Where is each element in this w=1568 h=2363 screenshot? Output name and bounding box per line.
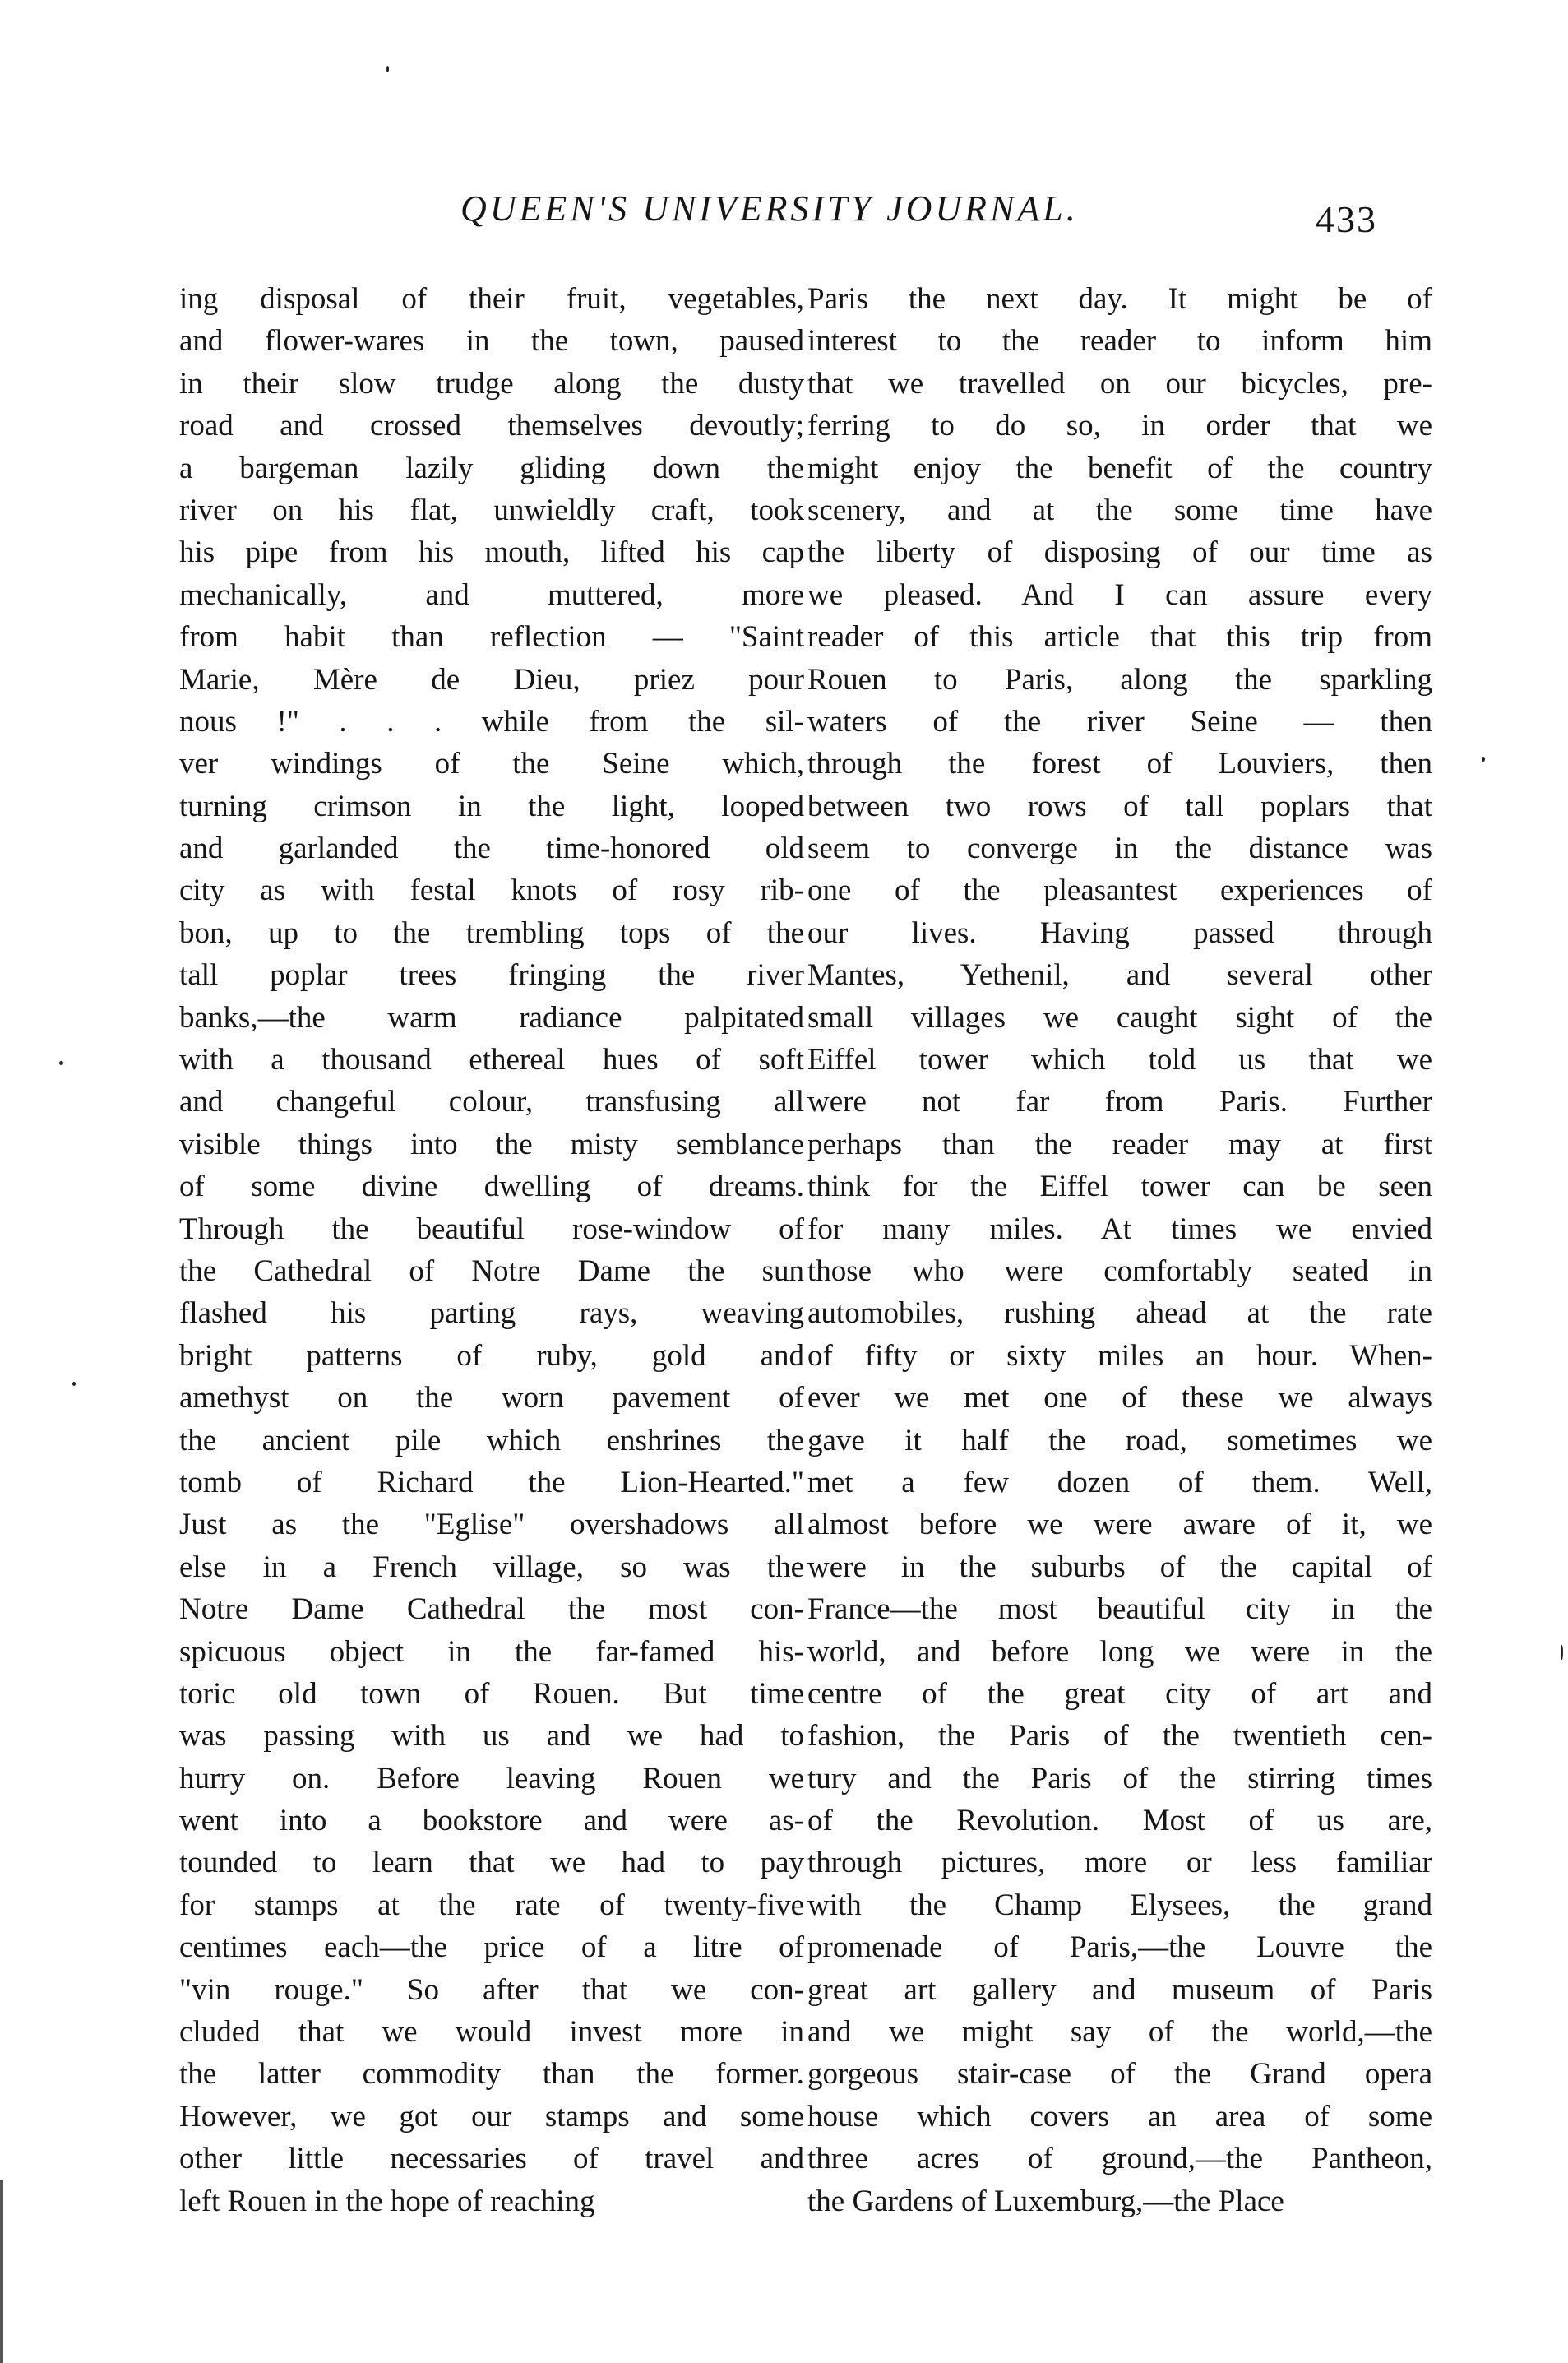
text-line: promenade of Paris,—the Louvre the: [807, 1930, 1432, 1965]
text-line: of the Revolution. Most of us are,: [807, 1804, 1432, 1838]
text-line: mechanically, and muttered, more: [179, 577, 804, 612]
text-line: was passing with us and we had to: [179, 1719, 804, 1754]
text-line: Marie, Mère de Dieu, priez pour: [179, 662, 804, 697]
text-line: spicuous object in the far-famed his-: [179, 1634, 804, 1669]
text-line: Through the beautiful rose-window of: [179, 1212, 804, 1246]
text-line: scenery, and at the some time have: [807, 493, 1432, 527]
text-line: centre of the great city of art and: [807, 1676, 1432, 1711]
scan-speck: [1561, 1645, 1563, 1660]
scan-speck: [386, 66, 389, 72]
text-line: waters of the river Seine — then: [807, 704, 1432, 739]
text-line: flashed his parting rays, weaving: [179, 1296, 804, 1331]
text-line: might enjoy the benefit of the country: [807, 451, 1432, 485]
text-line: Eiffel tower which told us that we: [807, 1043, 1432, 1077]
text-line: with a thousand ethereal hues of soft: [179, 1043, 804, 1077]
left-text-column: [179, 278, 804, 2222]
text-line: gorgeous stair-case of the Grand opera: [807, 2057, 1432, 2092]
text-line: of fifty or sixty miles an hour. When-: [807, 1338, 1432, 1373]
text-line: Notre Dame Cathedral the most con-: [179, 1592, 804, 1627]
running-title: QUEEN'S UNIVERSITY JOURNAL.: [460, 188, 1079, 229]
text-line: and flower-wares in the town, paused: [179, 324, 804, 359]
text-line: and changeful colour, transfusing all: [179, 1085, 804, 1119]
text-line: "vin rouge." So after that we con-: [179, 1972, 804, 2007]
text-line: through pictures, more or less familiar: [807, 1846, 1432, 1880]
text-line: tall poplar trees fringing the river: [179, 958, 804, 993]
text-line: cluded that we would invest more in: [179, 2015, 804, 2050]
text-line: bon, up to the trembling tops of the: [179, 915, 804, 950]
text-line: great art gallery and museum of Paris: [807, 1972, 1432, 2007]
text-line: road and crossed themselves devoutly;: [179, 409, 804, 443]
text-line: and garlanded the time-honored old: [179, 832, 804, 866]
text-line: bright patterns of ruby, gold and: [179, 1338, 804, 1373]
text-line: amethyst on the worn pavement of: [179, 1381, 804, 1415]
text-line: small villages we caught sight of the: [807, 1000, 1432, 1035]
scan-edge-mark: [0, 2180, 3, 2363]
right-text-column: [807, 278, 1432, 2222]
text-line: for stamps at the rate of twenty-five: [179, 1888, 804, 1922]
scan-speck: [59, 1061, 63, 1065]
text-line: three acres of ground,—the Pantheon,: [807, 2142, 1432, 2176]
text-line: think for the Eiffel tower can be seen: [807, 1170, 1432, 1204]
text-line: world, and before long we were in the: [807, 1634, 1432, 1669]
text-line: However, we got our stamps and some: [179, 2099, 804, 2134]
page-number: 433: [1316, 198, 1377, 240]
text-line: interest to the reader to inform him: [807, 324, 1432, 359]
text-line: river on his flat, unwieldly craft, took: [179, 493, 804, 527]
text-line: banks,—the warm radiance palpitated: [179, 1000, 804, 1035]
text-line: Mantes, Yethenil, and several other: [807, 958, 1432, 993]
text-line: hurry on. Before leaving Rouen we: [179, 1761, 804, 1795]
text-line: centimes each—the price of a litre of: [179, 1930, 804, 1965]
text-line: were in the suburbs of the capital of: [807, 1550, 1432, 1584]
text-line: and we might say of the world,—the: [807, 2015, 1432, 2050]
text-line: met a few dozen of them. Well,: [807, 1465, 1432, 1499]
text-line: for many miles. At times we envied: [807, 1212, 1432, 1246]
text-line: in their slow trudge along the dusty: [179, 366, 804, 401]
text-line: ver windings of the Seine which,: [179, 747, 804, 781]
text-line: a bargeman lazily gliding down the: [179, 451, 804, 485]
text-line: ever we met one of these we always: [807, 1381, 1432, 1415]
text-line: those who were comfortably seated in: [807, 1253, 1432, 1288]
text-line: between two rows of tall poplars that: [807, 789, 1432, 823]
text-line: Rouen to Paris, along the sparkling: [807, 662, 1432, 697]
text-line: one of the pleasantest experiences of: [807, 873, 1432, 908]
text-line: almost before we were aware of it, we: [807, 1508, 1432, 1542]
text-line: we pleased. And I can assure every: [807, 577, 1432, 612]
text-line: toric old town of Rouen. But time: [179, 1676, 804, 1711]
text-line: gave it half the road, sometimes we: [807, 1423, 1432, 1457]
text-line: the Gardens of Luxemburg,—the Place: [807, 2184, 1284, 2218]
text-line: ing disposal of their fruit, vegetables,: [179, 282, 804, 316]
text-line: through the forest of Louviers, then: [807, 747, 1432, 781]
text-line: ferring to do so, in order that we: [807, 409, 1432, 443]
scan-speck: [1482, 757, 1485, 762]
text-line: the Cathedral of Notre Dame the sun: [179, 1253, 804, 1288]
text-line: tomb of Richard the Lion-Hearted.": [179, 1465, 804, 1499]
text-line: of some divine dwelling of dreams.: [179, 1170, 804, 1204]
text-line: other little necessaries of travel and: [179, 2142, 804, 2176]
text-line: that we travelled on our bicycles, pre-: [807, 366, 1432, 401]
text-line: France—the most beautiful city in the: [807, 1592, 1432, 1627]
text-line: reader of this article that this trip from: [807, 620, 1432, 655]
text-line: perhaps than the reader may at first: [807, 1127, 1432, 1161]
text-line: visible things into the misty semblance: [179, 1127, 804, 1161]
scan-speck: [72, 1382, 76, 1386]
text-line: tury and the Paris of the stirring times: [807, 1761, 1432, 1795]
text-line: tounded to learn that we had to pay: [179, 1846, 804, 1880]
text-line: went into a bookstore and were as-: [179, 1804, 804, 1838]
text-line: seem to converge in the distance was: [807, 832, 1432, 866]
text-line: nous !" . . . while from the sil-: [179, 704, 804, 739]
text-line: fashion, the Paris of the twentieth cen-: [807, 1719, 1432, 1754]
text-line: his pipe from his mouth, lifted his cap: [179, 535, 804, 570]
text-line: from habit than reflection — "Saint: [179, 620, 804, 655]
text-line: were not far from Paris. Further: [807, 1085, 1432, 1119]
text-line: turning crimson in the light, looped: [179, 789, 804, 823]
text-line: with the Champ Elysees, the grand: [807, 1888, 1432, 1922]
text-line: left Rouen in the hope of reaching: [179, 2184, 595, 2218]
text-line: automobiles, rushing ahead at the rate: [807, 1296, 1432, 1331]
text-line: our lives. Having passed through: [807, 915, 1432, 950]
text-line: the latter commodity than the former.: [179, 2057, 804, 2092]
text-line: else in a French village, so was the: [179, 1550, 804, 1584]
text-line: the liberty of disposing of our time as: [807, 535, 1432, 570]
text-line: house which covers an area of some: [807, 2099, 1432, 2134]
text-line: Paris the next day. It might be of: [807, 282, 1432, 316]
text-line: Just as the "Eglise" overshadows all: [179, 1508, 804, 1542]
text-line: city as with festal knots of rosy rib-: [179, 873, 804, 908]
text-line: the ancient pile which enshrines the: [179, 1423, 804, 1457]
